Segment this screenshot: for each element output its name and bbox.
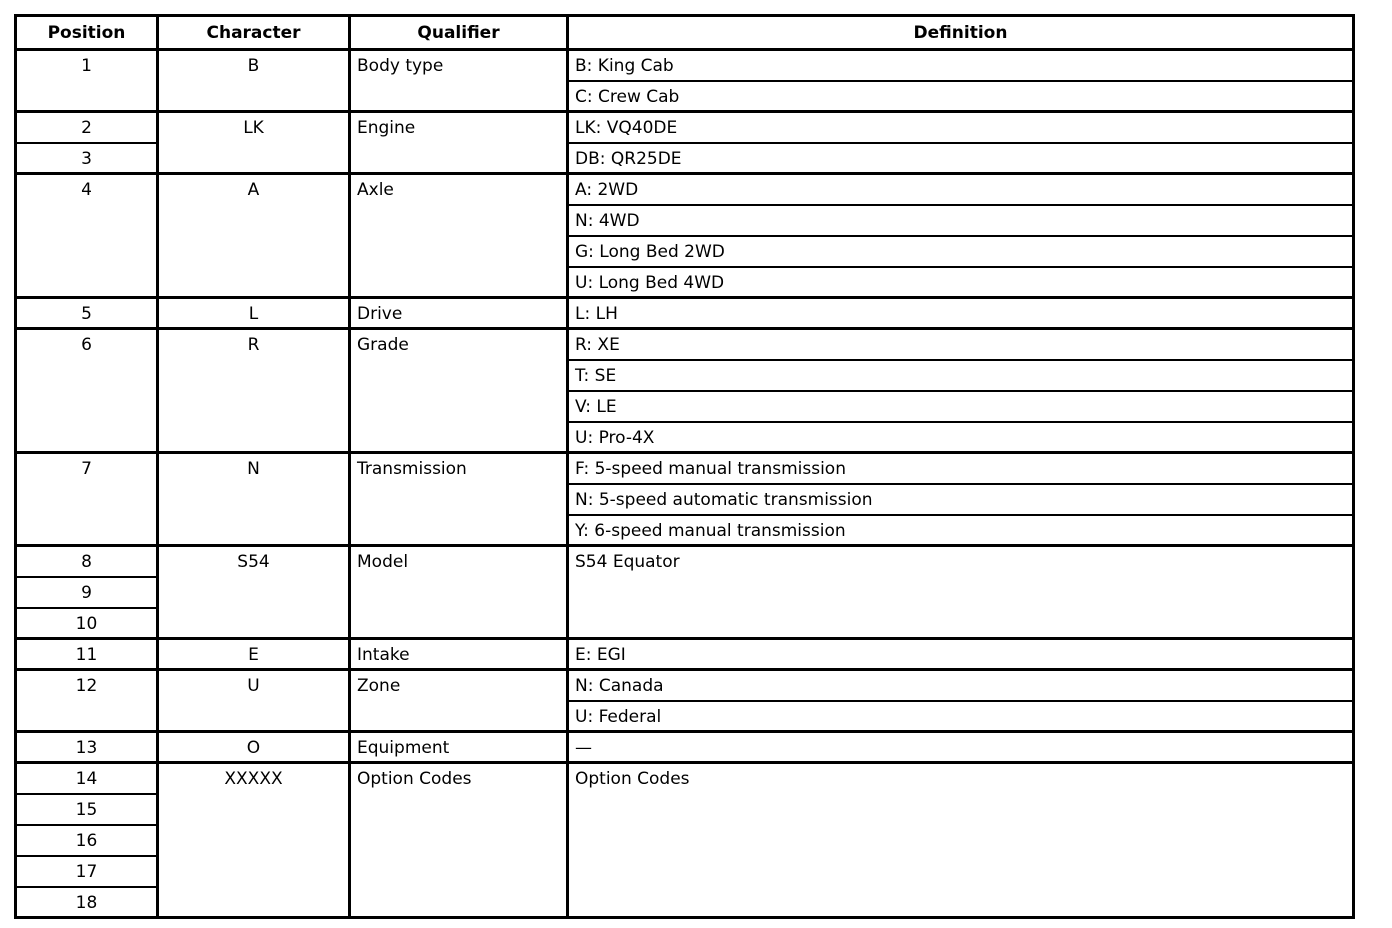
header-qualifier: Qualifier [350, 16, 568, 50]
table-row [16, 763, 1354, 794]
character-cell: L [158, 298, 350, 329]
position-cell: 6 [16, 329, 158, 453]
definition-cell: LK: VQ40DE [568, 112, 1354, 143]
position-cell: 5 [16, 298, 158, 329]
character-cell: N [158, 453, 350, 546]
definition-cell: S54 Equator [568, 546, 1354, 639]
definition-cell: V: LE [568, 391, 1354, 422]
definition-cell: — [568, 732, 1354, 763]
character-cell: B [158, 50, 350, 112]
character-cell: U [158, 670, 350, 732]
definition-cell: A: 2WD [568, 174, 1354, 205]
qualifier-cell: Body type [350, 50, 568, 112]
position-cell: 9 [16, 577, 158, 608]
table-row [16, 50, 1354, 81]
position-cell: 13 [16, 732, 158, 763]
character-cell: R [158, 329, 350, 453]
character-cell: A [158, 174, 350, 298]
position-cell: 10 [16, 608, 158, 639]
position-cell: 12 [16, 670, 158, 732]
table-row [16, 546, 1354, 577]
table-row [16, 329, 1354, 360]
qualifier-cell: Model [350, 546, 568, 639]
definition-cell: Y: 6-speed manual transmission [568, 515, 1354, 546]
definition-cell: U: Federal [568, 701, 1354, 732]
qualifier-cell: Drive [350, 298, 568, 329]
table-header-row [16, 16, 1354, 50]
definition-cell: N: 5-speed automatic transmission [568, 484, 1354, 515]
definition-cell: R: XE [568, 329, 1354, 360]
definition-cell: B: King Cab [568, 50, 1354, 81]
position-cell: 7 [16, 453, 158, 546]
definition-cell: U: Long Bed 4WD [568, 267, 1354, 298]
qualifier-cell: Option Codes [350, 763, 568, 918]
character-cell: E [158, 639, 350, 670]
model-code-decode-table [14, 14, 1355, 919]
position-cell: 15 [16, 794, 158, 825]
position-cell: 14 [16, 763, 158, 794]
definition-cell: E: EGI [568, 639, 1354, 670]
definition-cell: N: Canada [568, 670, 1354, 701]
qualifier-cell: Zone [350, 670, 568, 732]
position-cell: 3 [16, 143, 158, 174]
position-cell: 2 [16, 112, 158, 143]
qualifier-cell: Equipment [350, 732, 568, 763]
definition-cell: Option Codes [568, 763, 1354, 918]
table-row [16, 732, 1354, 763]
character-cell: O [158, 732, 350, 763]
definition-cell: N: 4WD [568, 205, 1354, 236]
character-cell: S54 [158, 546, 350, 639]
position-cell: 8 [16, 546, 158, 577]
table-row [16, 639, 1354, 670]
position-cell: 17 [16, 856, 158, 887]
qualifier-cell: Grade [350, 329, 568, 453]
table-row [16, 298, 1354, 329]
definition-cell: DB: QR25DE [568, 143, 1354, 174]
definition-cell: L: LH [568, 298, 1354, 329]
definition-cell: G: Long Bed 2WD [568, 236, 1354, 267]
character-cell: XXXXX [158, 763, 350, 918]
position-cell: 16 [16, 825, 158, 856]
qualifier-cell: Intake [350, 639, 568, 670]
qualifier-cell: Axle [350, 174, 568, 298]
definition-cell: C: Crew Cab [568, 81, 1354, 112]
position-cell: 18 [16, 887, 158, 918]
table-row [16, 112, 1354, 143]
qualifier-cell: Transmission [350, 453, 568, 546]
table-row [16, 670, 1354, 701]
position-cell: 4 [16, 174, 158, 298]
header-position: Position [16, 16, 158, 50]
qualifier-cell: Engine [350, 112, 568, 174]
definition-cell: U: Pro-4X [568, 422, 1354, 453]
character-cell: LK [158, 112, 350, 174]
table-row [16, 453, 1354, 484]
table-row [16, 174, 1354, 205]
definition-cell: F: 5-speed manual transmission [568, 453, 1354, 484]
header-character: Character [158, 16, 350, 50]
position-cell: 11 [16, 639, 158, 670]
position-cell: 1 [16, 50, 158, 112]
header-definition: Definition [568, 16, 1354, 50]
definition-cell: T: SE [568, 360, 1354, 391]
